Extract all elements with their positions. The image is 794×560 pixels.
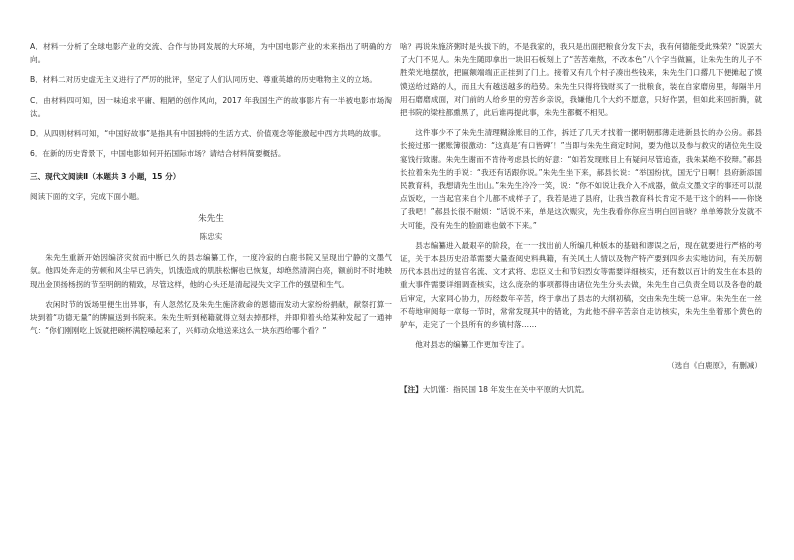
footnote-text: 大饥馑：指民国 18 年发生在关中平原的大饥荒。 bbox=[422, 384, 590, 394]
section-heading: 三、现代文阅读Ⅱ（本题共 3 小题，15 分） bbox=[30, 172, 181, 182]
article-paragraph-2: 农闲时节的饭场里便生出异事，有人忽然忆及朱先生施济救命的恩德而发动大家纷纷捐献，献祭打算一块到着“功德无量”的牌匾送到书院来。朱先生听到秘籍就得立刻去掉那样，并即仰着头给某种发起了一通神气：“你们刚刚吃上饭就把碗杯满腔嗓起来了，兴师动众地送来这么一块东西给哪个看？” bbox=[30, 299, 392, 336]
option-b: B．材料二对历史虚无主义进行了严厉的批评，坚定了人们认同历史、尊重英雄的历史唯物主义的立场。 bbox=[30, 75, 377, 85]
option-d: D．从四则材料可知，“中国好故事”是指具有中国独特的生活方式、价值观念等能激起中西方共鸣的故事。 bbox=[30, 129, 386, 139]
article-title: 朱先生 bbox=[198, 213, 224, 224]
question-6: 6．在新的历史背景下，中国电影如何开拓国际市场？请结合材料简要概括。 bbox=[30, 149, 286, 159]
article-paragraph-5: 他对县志的编纂工作更加专注了。 bbox=[415, 340, 530, 350]
footnote-label: 【注】 bbox=[400, 384, 423, 394]
article-source: （选自《白鹿原》，有删减） bbox=[667, 361, 762, 371]
article-paragraph-3: 这件事少不了朱先生清理糊涂账目的工作，拆迁了几天才找着一摞明朝那薄走进新县长的办公房。郝县长接过那一摞账簿很激动：“这真是‘有口皆碑’！”当即与朱先生商定时间，要为他以及参与救灾的诸位先生设宴饯行致谢。朱先生谢而不肯待考虑县长的好意：“如若发现账目上有疑问尽管追查，我朱某绝不狡辩。”郝县长拉着朱先生的手说：“我还有话跟你说。”朱先生坐下来，郝县长说：“举国纷扰，国无宁日啊！县府新添国民教育科，我想请先生出山。”朱先生冷冷一笑，说：“你不如说让我介入不成器，做点文墨文字的事还可以混点饭吃，一当起官来自个儿都不成样子了，我若是进了县府，让我当教育科长肯定不是干这个的料——你饶了我吧！”郝县长很不耐烦：“话说不来，单是这次赈灾，先生我看你你应当明白回旨晓？单单筹款分发就不大可能，没有先生的脸面谁也做不下来。” bbox=[400, 128, 763, 230]
left-column bbox=[30, 40, 392, 338]
right-column bbox=[400, 40, 762, 397]
article-paragraph-4: 县志编纂进入最艰辛的阶段，在一一找出前人所编几种版本的基础和谬误之后，现在就要进行严格的考证，关于本县历史沿革需要大量查阅史料典籍，有关风土人情以及物产特产要到四乡去实地访问，有关历朝历代本县出过的显官名流、文才武将、忠臣义士和节妇烈女等需要详细核实，还有数以百计的发生在本县的重大事件需要详细调查核实，这么庞杂的事项都得由诸位先生分头去做，朱先生自己负责全局以及各卷的最后审定，大家同心协力，历经数年辛苦，终于拿出了县志的大纲初稿，交由朱先生统一总审。朱先生在一丝不苟地审阅每一章每一节时，常常发现其中的错讹，为此他不辞辛苦亲自走访核实，朱先生坐着那个黄色的驴车，走完了一个县所有的乡镇村落…… bbox=[400, 240, 762, 330]
reading-instruction: 阅读下面的文字，完成下面小题。 bbox=[30, 191, 144, 201]
article-paragraph-1: 朱先生重新开始因编济灾贫而中断已久的县志编纂工作，一度冷寂的白鹿书院又呈现出宁静的文墨气氛。他四处奔走的劳顿和风尘早已消失，饥饿造成的肌肤松懈也已恢复，却绝然清润白亮，额前时不时地映现出金顶扬杨拐的节至明朗的精致，尽管这样，他的心头还是清起浸失文字工作的强望和生气。 bbox=[30, 253, 392, 289]
article-author: 陈忠实 bbox=[199, 232, 223, 242]
option-a: A．材料一分析了全球电影产业的交流、合作与协同发展的大环境，为中国电影产业的未来指出了明确的方向。 bbox=[30, 42, 392, 65]
footnote bbox=[400, 383, 762, 396]
continued-paragraph: 啥？再说朱施济粥时是头拔下的，不是我家的，我只是出面把粮食分发下去，我有何德能受此殊荣？”说罢大了大门不见人。朱先生随即拿出一块旧石板刻上了“苦苦难熬，不改本色”八个字当做匾，让朱先生的儿子不胜荣光地摆放，把匾额端端正正挂到了门上。接着又有几个村子凑出些钱来，朱先生门口撂几下便摊起了馍馍送给过路的人，而且大有越送越多的趋势。朱先生只得将钱财买了一批粮食，装在自家磨房里，每隔半月用石磨磨成面，对门前的人给乡里的穷苦乡亲说，我嫌他几个大约不愿意，只好作罢，但如此来回折腾，就把书院的梁柱都熏黑了，此后谁再提此事，朱先生都概不相见。 bbox=[400, 42, 762, 118]
option-c: C．由材料四可知，因一味追求平庸、粗陋的创作风向，2017 年我国生产的故事影片有一半被电影市场淘汰。 bbox=[30, 95, 392, 118]
